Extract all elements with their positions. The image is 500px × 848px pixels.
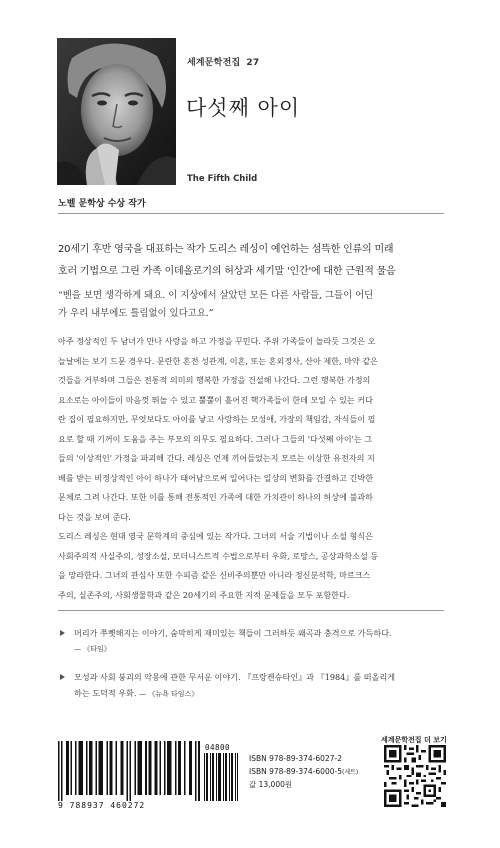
review-item — [58, 625, 450, 657]
lead-line: 20세기 후반 영국을 대표하는 작가 도리스 레싱이 예언하는 섬뜩한 인류의 미래 — [58, 244, 394, 255]
price: 값 13,000원 — [249, 780, 293, 789]
isbn-line: ISBN 978-89-374-6027-2 — [249, 754, 342, 763]
series-number: 27 — [246, 58, 260, 68]
synopsis-line: 것들을 거부하며 그들은 전통적 의미의 행복한 가정을 건설해 나간다. 그런 행복한 가정의 — [58, 375, 371, 385]
synopsis-line: 배를 받는 비정상적인 아이 하나가 태어남으로써 일어나는 일상의 변화를 간결하고 긴박한 — [58, 472, 374, 483]
book-title: 다섯째 아이 — [186, 96, 301, 120]
synopsis-line: 아주 정상적인 두 남녀가 만나 사랑을 하고 가정을 꾸민다. 주위 가족들이 놀라듯 그것은 오 — [58, 336, 376, 346]
review-line: 하는 도덕적 우화. — 《뉴욕 타임스》 — [74, 688, 199, 698]
author-portrait — [57, 38, 176, 185]
divider — [58, 213, 444, 214]
review-source: — 《뉴욕 타임스》 — [139, 690, 199, 698]
isbn-line: ISBN 978-89-374-6000-5(세트) — [249, 766, 359, 776]
divider — [58, 610, 444, 611]
quote-text — [58, 287, 448, 323]
series-label — [187, 55, 259, 68]
qr-code-icon[interactable] — [384, 745, 446, 807]
series-name: 세계문학전집 — [187, 58, 241, 68]
addon-number: 04800 — [205, 743, 231, 752]
qr-label: 세계문학전집 더 보기 — [381, 736, 447, 744]
synopsis — [58, 332, 448, 605]
synopsis-line: 을 망라한다. 그녀의 관심사 또한 수피즘 같은 신비주의뿐만 아니라 정신분석학, 마르크스 — [58, 570, 371, 580]
addon-barcode-icon — [204, 753, 238, 801]
lead-text — [58, 239, 448, 283]
bullet-triangle-icon — [60, 674, 65, 680]
synopsis-line: 문체로 그려 나간다. 또한 이를 통해 전통적인 가족에 대한 가치관이 하나의 허상에 불과하 — [58, 492, 373, 502]
reviews — [58, 625, 450, 714]
synopsis-line: 사회주의적 사실주의, 성장소설, 모더니스트적 수법으로부터 우화, 로망스, 공상과학소설 등 — [58, 550, 379, 561]
isbn-block — [249, 753, 358, 792]
synopsis-line: 요소로는 아이들이 마음껏 뛰놀 수 있고 뿔뿔이 흩어진 핵가족들이 한데 모일 수 있는 커다 — [58, 394, 373, 405]
synopsis-line: 들의 '이상적인' 가정을 파괴해 간다. 레싱은 언제 끼어들었는지 모르는 이상한 유전자의 지 — [58, 453, 375, 463]
english-title: The Fifth Child — [187, 174, 258, 184]
review-line: 모성과 사회 붕괴의 악몽에 관한 무서운 이야기. 『프랑켄슈타인』과 『1984』를 떠올리게 — [74, 672, 396, 682]
barcode-icon — [58, 741, 206, 801]
barcode-number: 9 788937 460272 — [58, 801, 146, 810]
quote-line: “벤을 보면 생각하게 돼요. 이 지상에서 살았던 모든 다른 사람들, 그들이 어딘 — [58, 290, 374, 301]
quote-line: 가 우리 내부에도 틀림없이 있다고요.” — [58, 308, 214, 319]
isbn-set-label: (세트) — [341, 768, 359, 776]
review-line: 머리가 쭈뼛해지는 이야기, 숨막히게 재미있는 책들이 그러하듯 왜곡과 충격으로 가득하다. — [74, 628, 392, 638]
synopsis-line: 란 집이 필요하지만, 무엇보다도 아이를 낳고 사랑하는 모성애, 가장의 책임감, 자식들이 필 — [58, 414, 376, 424]
synopsis-line: 주의, 실존주의, 사회생물학과 같은 20세기의 주요한 지적 문제들을 모두 포함한다. — [58, 589, 350, 600]
synopsis-line: 요로 할 때 기꺼이 도움을 주는 부모의 의무도 필요하다. 그러나 그들의 '다섯째 아이'는 그 — [58, 433, 373, 444]
synopsis-line: 도리스 레싱은 현대 영국 문학계의 중심에 있는 작가다. 그녀의 서술 기법이나 소설 형식은 — [58, 531, 373, 541]
award-label: 노벨 문학상 수상 작가 — [58, 199, 146, 209]
bullet-triangle-icon — [60, 630, 65, 636]
synopsis-line: 늘날에는 보기 드문 경우다. 문란한 혼전 성관계, 이혼, 또는 혼외정사, 산아 제한, 마약 같은 — [58, 355, 378, 366]
lead-line: 호러 기법으로 그린 가족 이데올로기의 허상과 세기말 '인간'에 대한 근원적 물음 — [58, 266, 396, 277]
review-item — [58, 669, 450, 702]
synopsis-line: 다는 것을 보여 준다. — [58, 511, 131, 522]
review-source: — 《타임》 — [74, 645, 111, 653]
